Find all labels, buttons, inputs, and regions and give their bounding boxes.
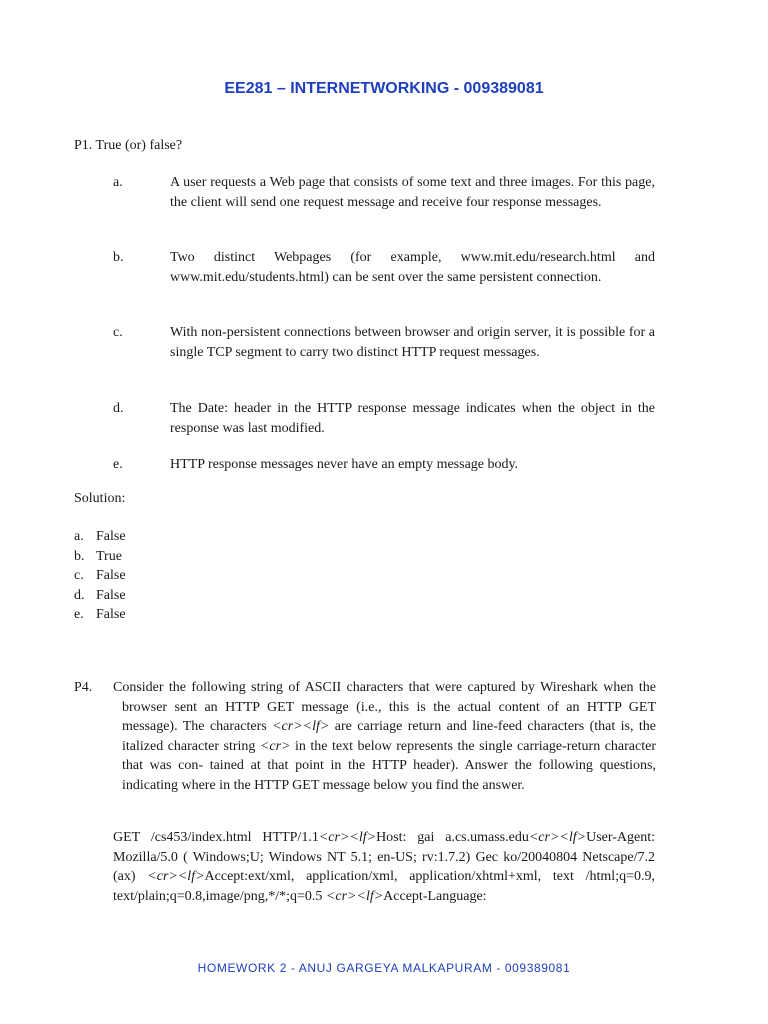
question-letter: a. (113, 175, 123, 190)
page-footer: HOMEWORK 2 - ANUJ GARGEYA MALKAPURAM - 009389081 (197, 961, 571, 975)
answer-item (74, 566, 126, 586)
http-text: GET /cs453/index.html HTTP/1.1 (113, 830, 319, 845)
p4-text-part: are carriage return and line-feed characters (that is, the italized character string (122, 719, 657, 754)
question-letter: c. (113, 325, 123, 340)
http-text: Accept-Language: (383, 888, 487, 904)
p4-label: P4. (74, 680, 93, 695)
answer-letter: c. (74, 568, 84, 583)
question-c (113, 323, 655, 362)
solution-heading: Solution: (74, 491, 126, 506)
answer-letter: d. (74, 587, 85, 603)
question-letter: d. (113, 401, 124, 416)
answer-item (74, 586, 126, 606)
question-text: The Date: header in the HTTP response message indicates when the object in the response was last modified. (170, 401, 655, 436)
crlf-token: <cr><lf> (272, 719, 330, 734)
answer-item (74, 547, 126, 567)
question-d (113, 399, 655, 438)
question-b (113, 248, 655, 287)
crlf-token: <cr><lf> (318, 830, 377, 845)
question-a (113, 173, 655, 212)
http-text: Host: gai a.cs.umass.edu (376, 830, 529, 845)
question-text: Two distinct Webpages (for example, www.mit.edu/research.html and www.mit.edu/students.html) can be sent over the same persistent connection. (170, 250, 655, 285)
crlf-token: <cr><lf> (325, 888, 384, 904)
http-text: Accept:ext/xml, application/xml, application/xhtml+xml, text /html;q=0.9, text/plain;q=0.8,image/png,*/*;q=0.5 (113, 869, 655, 904)
question-letter: b. (113, 250, 124, 265)
cr-token: <cr> (259, 738, 291, 754)
p4-question (74, 678, 656, 795)
answer-value: False (96, 587, 126, 603)
question-text: HTTP response messages never have an empty message body. (170, 457, 519, 472)
answer-value: True (96, 548, 122, 564)
http-get-capture (113, 828, 655, 906)
crlf-token: <cr><lf> (528, 830, 587, 845)
answer-item (74, 527, 126, 547)
question-text: With non-persistent connections between browser and origin server, it is possible for a single TCP segment to carry two distinct HTTP request messages. (170, 325, 655, 360)
answer-list (74, 527, 126, 625)
crlf-token: <cr><lf> (147, 869, 205, 884)
answer-item (74, 605, 126, 625)
http-text: User-Agent: Mozilla/5.0 ( Windows;U; Windows NT 5.1; en-US; rv:1.7.2) Gec ko/20040804 Netscape/7.2 (ax) (113, 830, 655, 884)
answer-letter: a. (74, 529, 84, 544)
answer-value: False (96, 529, 126, 544)
answer-letter: e. (74, 607, 84, 622)
question-e (113, 455, 655, 475)
answer-letter: b. (74, 548, 85, 564)
p1-heading: P1. True (or) false? (74, 138, 183, 153)
p4-text-part: in the text below represents the single carriage-return character that was con- tained at that point in the HTTP header). Answer the following questions, indicating where in the HTTP GET message below you find the answer. (122, 738, 656, 793)
question-text: A user requests a Web page that consists of some text and three images. For this page, the client will send one request message and receive four response messages. (170, 175, 655, 210)
answer-value: False (96, 568, 126, 583)
p4-text (83, 678, 656, 795)
question-letter: e. (113, 457, 123, 472)
page-title: EE281 – INTERNETWORKING - 009389081 (224, 80, 544, 97)
p4-text-part: Consider the following string of ASCII characters that were captured by Wireshark when the browser sent an HTTP GET message (i.e., this is the actual content of an HTTP GET message). The characters (113, 680, 656, 734)
answer-value: False (96, 607, 126, 622)
